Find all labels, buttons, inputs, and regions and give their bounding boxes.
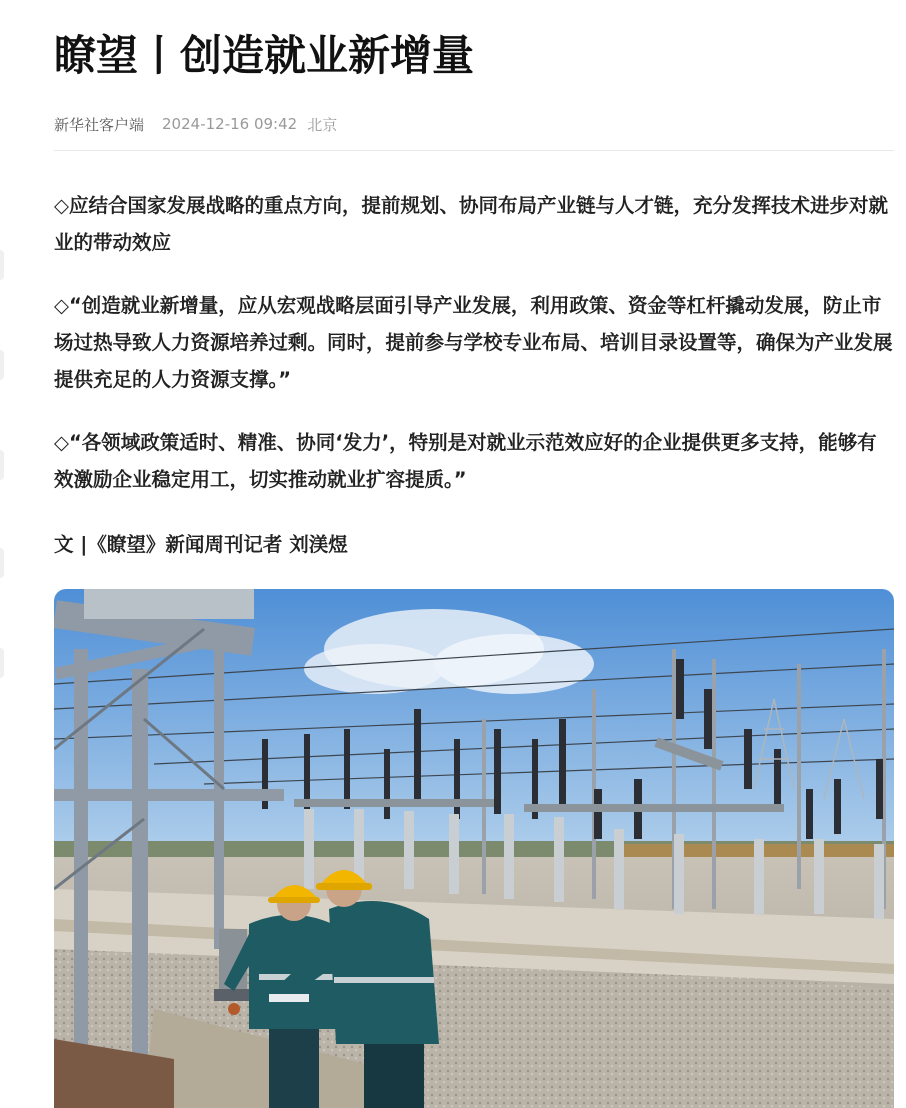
article-title: 瞭望丨创造就业新增量 <box>54 31 475 80</box>
side-edge-mark <box>0 450 4 480</box>
summary-point-1: ◇应结合国家发展战略的重点方向，提前规划、协同布局产业链与人才链，充分发挥技术进步对就业的带动效应 <box>54 194 888 254</box>
article-image[interactable] <box>54 589 894 1108</box>
article-location: 北京 <box>307 115 338 134</box>
article-source[interactable]: 新华社客户端 <box>54 115 145 134</box>
side-edge-mark <box>0 648 4 678</box>
byline: 文 |《瞭望》新闻周刊记者 刘渼煜 <box>54 533 348 556</box>
substation-photo <box>54 589 894 1108</box>
side-edge-mark <box>0 350 4 380</box>
side-edge-mark <box>0 250 4 280</box>
summary-point-2: ◇“创造就业新增量，应从宏观战略层面引导产业发展，利用政策、资金等杠杆撬动发展，防止市场过热导致人力资源培养过剩。同时，提前参与学校专业布局、培训目录设置等，确保为产业发展提供充足的人力资源支撑。” <box>54 294 893 391</box>
side-edge-mark <box>0 548 4 578</box>
summary-point-3: ◇“各领域政策适时、精准、协同‘发力’，特别是对就业示范效应好的企业提供更多支持，能够有效激励企业稳定用工，切实推动就业扩容提质。” <box>54 431 877 491</box>
meta-divider <box>54 150 894 151</box>
article-meta <box>54 113 337 135</box>
article-datetime: 2024-12-16 09:42 <box>162 115 298 133</box>
